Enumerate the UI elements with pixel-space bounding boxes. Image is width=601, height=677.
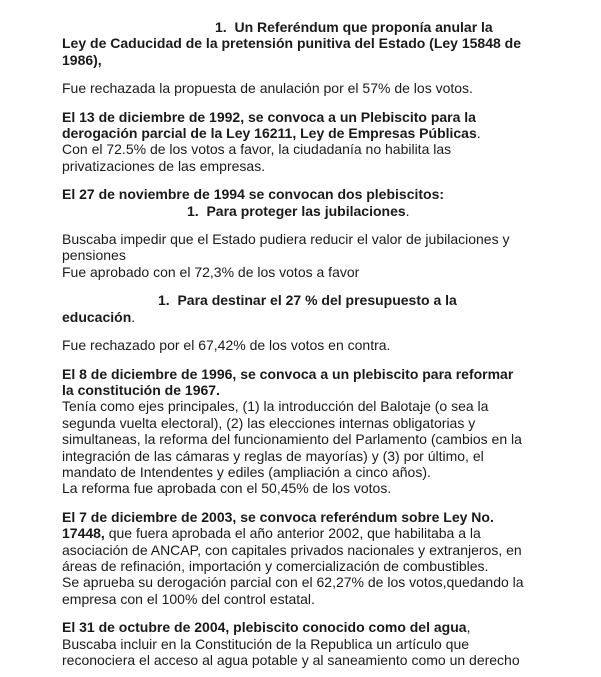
text-line bbox=[62, 264, 591, 280]
text-line bbox=[62, 619, 591, 635]
bold-text: educación bbox=[62, 308, 132, 325]
text-line bbox=[62, 382, 591, 398]
text-line bbox=[62, 591, 591, 607]
text-line bbox=[62, 525, 591, 541]
para-jubilaciones-detalle bbox=[62, 231, 591, 280]
bold-text: El 27 de noviembre de 1994 se convocan dos plebiscitos: bbox=[62, 186, 445, 203]
text-line bbox=[62, 415, 591, 431]
text-line bbox=[62, 636, 591, 652]
regular-text: asociación de ANCAP, con capitales privados nacionales y extranjeros, en bbox=[62, 541, 522, 558]
para-presupuesto-educacion bbox=[62, 292, 591, 325]
text-line bbox=[62, 247, 591, 263]
regular-text: segunda vuelta electoral), (2) las elecciones internas obligatorias y bbox=[62, 414, 476, 431]
regular-text: . bbox=[405, 202, 410, 219]
para-plebiscito-agua-2004 bbox=[62, 619, 591, 668]
text-line bbox=[62, 35, 591, 51]
text-line bbox=[62, 574, 591, 590]
para-plebiscito-1996 bbox=[62, 366, 591, 497]
text-line bbox=[62, 158, 591, 174]
text-line bbox=[62, 309, 591, 325]
bold-text: 1. Un Referéndum que proponía anular la bbox=[215, 19, 493, 35]
para-resultado-anulacion bbox=[62, 80, 591, 96]
text-line bbox=[62, 652, 591, 668]
regular-text: reconociera el acceso al agua potable y al saneamiento como un derecho bbox=[62, 652, 520, 668]
text-line bbox=[62, 480, 591, 496]
text-line bbox=[62, 125, 591, 141]
regular-text: Tenía como ejes principales, (1) la introducción del Balotaje (o sea la bbox=[62, 398, 489, 415]
bold-text: 1986), bbox=[62, 51, 102, 68]
text-line bbox=[62, 398, 591, 414]
regular-text: , bbox=[466, 619, 471, 636]
text-line bbox=[62, 366, 591, 382]
text-line bbox=[62, 292, 591, 308]
text-line bbox=[62, 109, 591, 125]
bold-text: El 31 de octubre de 2004, plebiscito conocido como del agua bbox=[62, 619, 467, 636]
bold-text: Ley de Caducidad de la pretensión punitiva del Estado (Ley 15848 de bbox=[62, 35, 522, 52]
text-line bbox=[62, 509, 591, 525]
bold-text: 17448, bbox=[62, 525, 105, 542]
bold-text: El 7 de diciembre de 2003, se convoca referéndum sobre Ley No. bbox=[62, 508, 494, 525]
regular-text: privatizaciones de las empresas. bbox=[62, 157, 266, 174]
bold-text: 1. Para destinar el 27 % del presupuesto a la bbox=[158, 292, 457, 309]
text-line bbox=[62, 431, 591, 447]
text-line bbox=[62, 203, 591, 219]
regular-text: mandato de Intendentes y ediles (ampliación a cinco años). bbox=[62, 463, 431, 480]
regular-text: integración de las cámaras y reglas de mayorías) y (3) por último, el bbox=[62, 447, 484, 464]
regular-text: Fue rechazado por el 67,42% de los votos en contra. bbox=[62, 337, 391, 354]
regular-text: . bbox=[131, 308, 136, 325]
regular-text: simultaneas, la reforma del funcionamiento del Parlamento (cambios en la bbox=[62, 431, 522, 448]
para-referendum-ley-caducidad bbox=[62, 19, 591, 68]
text-line bbox=[62, 231, 591, 247]
text-line bbox=[62, 542, 591, 558]
regular-text: Fue rechazada la propuesta de anulación por el 57% de los votos. bbox=[62, 80, 473, 97]
regular-text: . bbox=[476, 125, 481, 142]
text-line bbox=[62, 141, 591, 157]
regular-text: La reforma fue aprobada con el 50,45% de los votos. bbox=[62, 480, 392, 497]
text-line bbox=[62, 448, 591, 464]
regular-text: que fuera aprobada el año anterior 2002, que habilitaba a la bbox=[104, 525, 481, 542]
para-plebiscito-1992 bbox=[62, 109, 591, 175]
bold-text: 1. Para proteger las jubilaciones bbox=[187, 202, 406, 219]
text-line bbox=[62, 337, 591, 353]
bold-text: derogación parcial de la Ley 16211, Ley de Empresas Públicas bbox=[62, 125, 477, 142]
para-resultado-educacion bbox=[62, 337, 591, 353]
regular-text: empresa con el 100% del control estatal. bbox=[62, 590, 315, 607]
text-line bbox=[62, 464, 591, 480]
regular-text: pensiones bbox=[62, 247, 126, 264]
regular-text: Buscaba incluir en la Constitución de la Republica un artículo que bbox=[62, 635, 470, 652]
text-line bbox=[62, 186, 591, 202]
regular-text: Fue aprobado con el 72,3% de los votos a favor bbox=[62, 263, 360, 280]
bold-text: la constitución de 1967. bbox=[62, 381, 220, 398]
regular-text: Con el 72.5% de los votos a favor, la ciudadanía no habilita las bbox=[62, 141, 452, 158]
regular-text: áreas de refinación, importación y comercialización de combustibles. bbox=[62, 557, 489, 574]
regular-text: Se aprueba su derogación parcial con el 62,27% de los votos,quedando la bbox=[62, 574, 524, 591]
para-plebiscitos-1994 bbox=[62, 186, 591, 219]
regular-text: Buscaba impedir que el Estado pudiera reducir el valor de jubilaciones y bbox=[62, 231, 510, 248]
text-line bbox=[62, 52, 591, 68]
text-line bbox=[62, 19, 591, 35]
text-line bbox=[62, 558, 591, 574]
bold-text: El 13 de diciembre de 1992, se convoca a un Plebiscito para la bbox=[62, 108, 476, 125]
bold-text: El 8 de diciembre de 1996, se convoca a un plebiscito para reformar bbox=[62, 365, 514, 382]
para-referendum-2003 bbox=[62, 509, 591, 607]
text-line bbox=[62, 80, 591, 96]
